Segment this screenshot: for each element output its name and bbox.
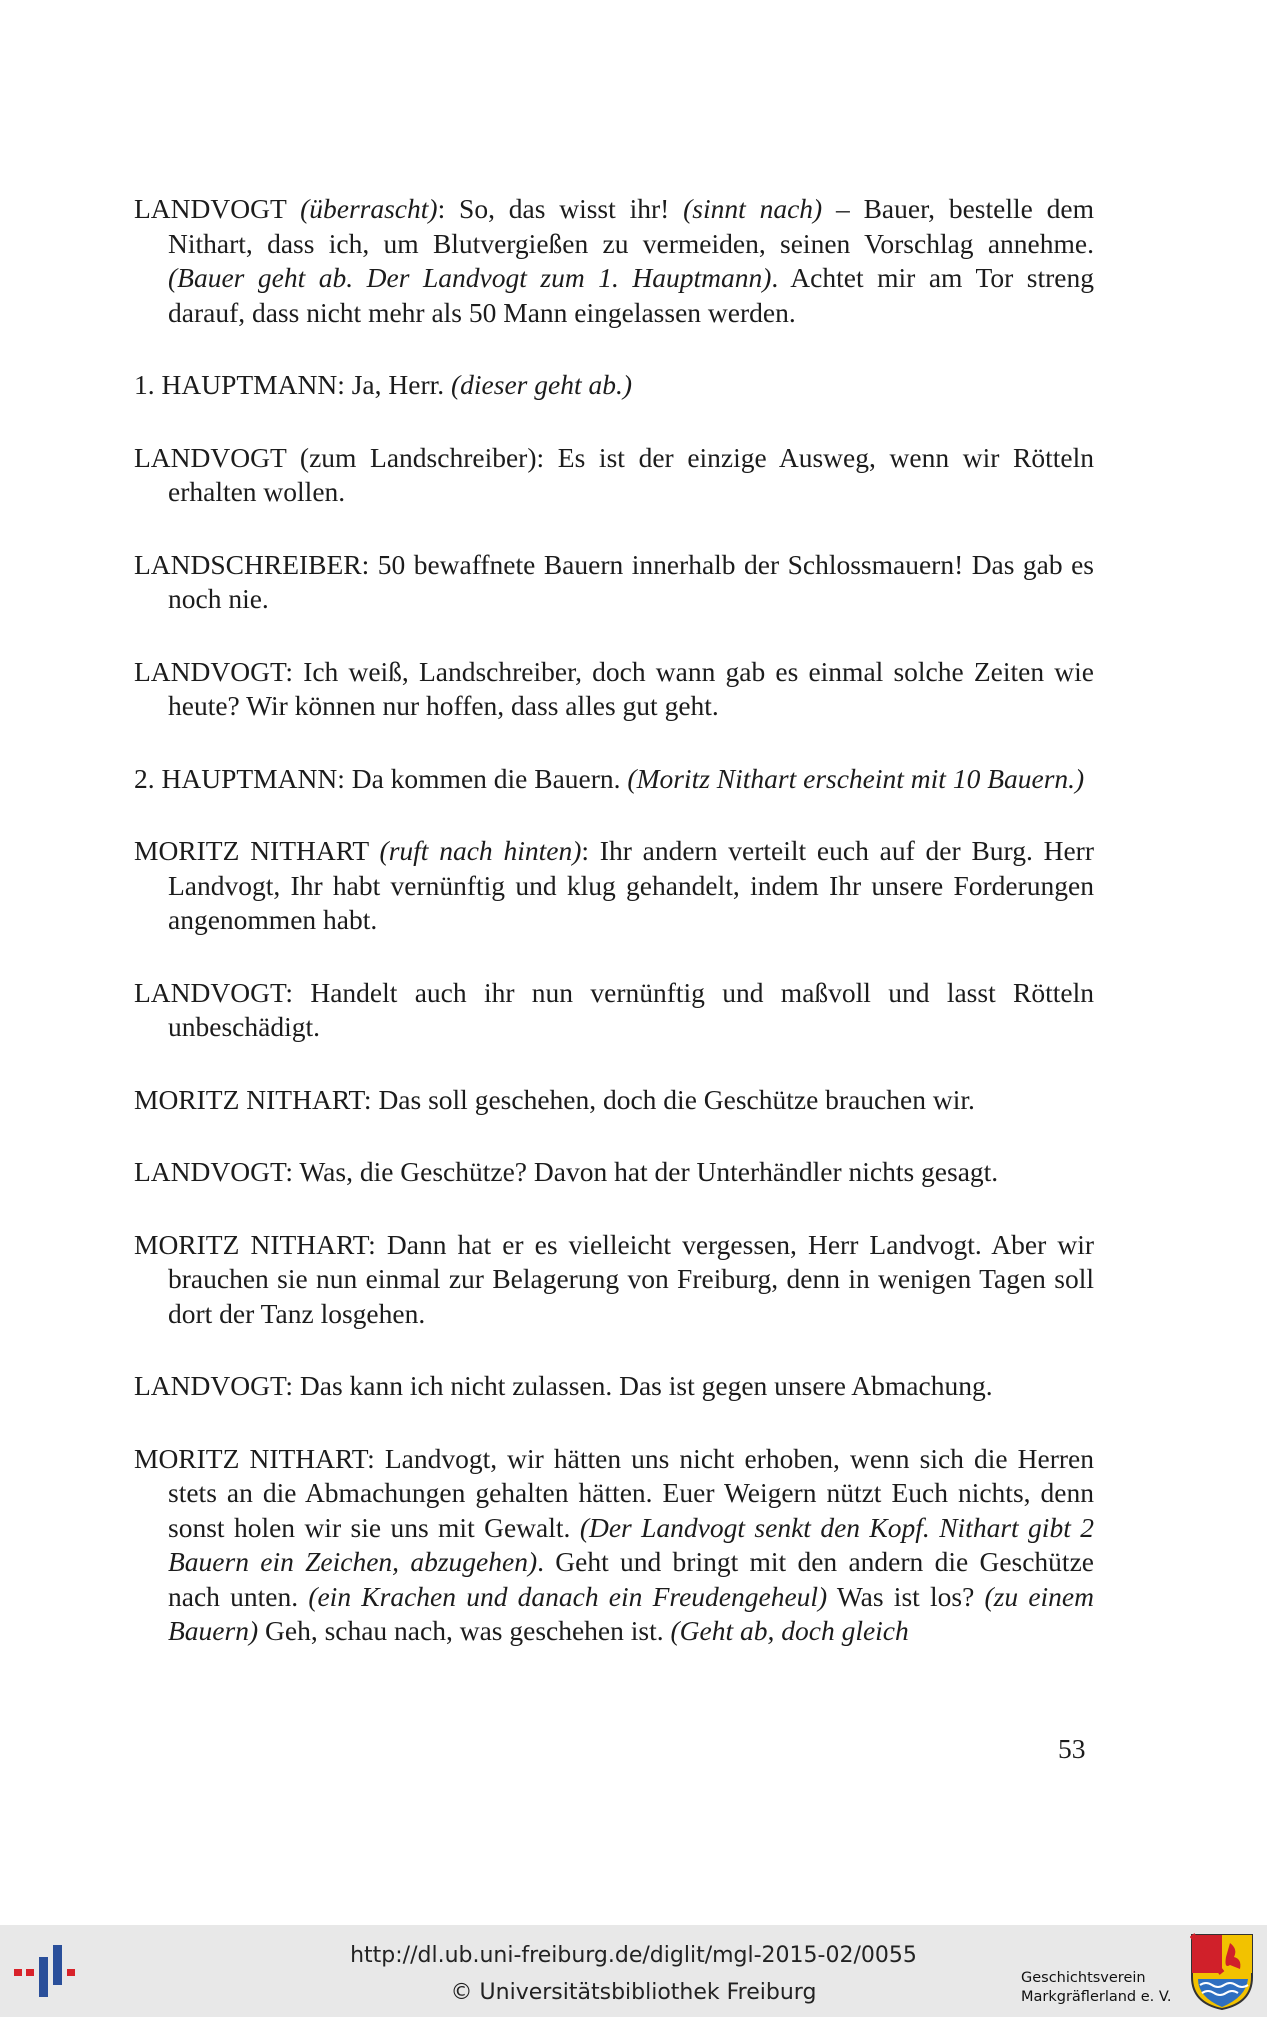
dialogue-paragraph bbox=[134, 762, 1094, 797]
dialogue-text: 1. HAUPTMANN: Ja, Herr. bbox=[134, 369, 451, 400]
footer-bar bbox=[0, 1925, 1267, 2017]
dialogue-paragraph bbox=[134, 655, 1094, 724]
dialogue-paragraph bbox=[134, 834, 1094, 938]
dialogue-text: MORITZ NITHART: Landvogt, wir hätten uns nicht erhoben, wenn sich die Herren stets an die Abmachungen gehalten hätten. Euer Weigern nützt Euch nichts, denn sonst holen wir sie uns mit Gewalt. bbox=[134, 1442, 1094, 1543]
stage-direction: (zu einem Bauern) bbox=[168, 1580, 1094, 1646]
dialogue-paragraph bbox=[134, 192, 1094, 330]
dialogue-text: LANDVOGT (zum Landschreiber): Es ist der einzige Ausweg, wenn wir Rötteln erhalten wollen. bbox=[134, 441, 1094, 507]
stage-direction: (überrascht) bbox=[300, 193, 438, 224]
dialogue-text: LANDVOGT: Das kann ich nicht zulassen. Das ist gegen unsere Abmachung. bbox=[134, 1370, 993, 1401]
dialogue-text: Geh, schau nach, was geschehen ist. bbox=[258, 1615, 671, 1646]
page-number: 53 bbox=[1058, 1733, 1086, 1764]
dialogue-text: – Bauer, bestelle dem Nithart, dass ich, um Blutvergießen zu vermeiden, seinen Vorschlag annehme. bbox=[168, 193, 1094, 259]
org-name-line1: Geschichtsverein bbox=[1021, 1970, 1146, 1986]
dialogue-text: : So, das wisst ihr! bbox=[437, 193, 684, 224]
stage-direction: (Geht ab, doch gleich bbox=[670, 1615, 909, 1646]
dialogue-text: LANDVOGT: Was, die Geschütze? Davon hat der Unterhändler nichts gesagt. bbox=[134, 1156, 999, 1187]
stage-direction: (Bauer geht ab. Der Landvogt zum 1. Hauptmann) bbox=[168, 262, 772, 293]
dialogue-text: LANDSCHREIBER: 50 bewaffnete Bauern innerhalb der Schlossmauern! Das gab es noch nie. bbox=[134, 548, 1094, 614]
stage-direction: (Moritz Nithart erscheint mit 10 Bauern.) bbox=[627, 762, 1085, 794]
dialogue-paragraph bbox=[134, 1442, 1094, 1649]
dialogue-paragraph bbox=[134, 1155, 1094, 1190]
dialogue-paragraph bbox=[134, 976, 1094, 1045]
dialogue-paragraph bbox=[134, 1369, 1094, 1404]
dialogue-paragraph bbox=[134, 548, 1094, 617]
dialogue-paragraph bbox=[134, 1083, 1094, 1118]
dialogue-paragraph bbox=[134, 1228, 1094, 1332]
org-name-line2: Markgräflerland e. V. bbox=[1021, 1989, 1172, 2005]
coat-of-arms-icon bbox=[1190, 1933, 1254, 2011]
dialogue-text: Was ist los? bbox=[827, 1580, 985, 1612]
stage-direction: (dieser geht ab.) bbox=[451, 369, 632, 400]
stage-direction: (ein Krachen und danach ein Freudengeheul) bbox=[308, 1580, 828, 1612]
dialogue-paragraph bbox=[134, 368, 1094, 403]
stage-direction: (ruft nach hinten) bbox=[379, 835, 582, 866]
dialogue-text: : Ihr andern verteilt euch auf der Burg. Herr Landvogt, Ihr habt vernünftig und klug gehandelt, indem Ihr unsere Forderungen angenommen habt. bbox=[168, 835, 1094, 935]
play-text bbox=[134, 192, 1094, 1649]
org-name bbox=[1021, 1969, 1172, 2007]
dialogue-text: MORITZ NITHART: Das soll geschehen, doch die Geschütze brauchen wir. bbox=[134, 1083, 975, 1115]
dialogue-text: MORITZ NITHART bbox=[134, 835, 380, 866]
dialogue-paragraph bbox=[134, 441, 1094, 510]
dialogue-text: 2. HAUPTMANN: Da kommen die Bauern. bbox=[134, 762, 628, 794]
stage-direction: (sinnt nach) bbox=[683, 193, 823, 224]
dialogue-text: LANDVOGT: Ich weiß, Landschreiber, doch wann gab es einmal solche Zeiten wie heute? Wir können nur hoffen, dass alles gut geht. bbox=[134, 655, 1094, 721]
footer-copyright: © Universitätsbibliothek Freiburg bbox=[450, 1980, 817, 2005]
stage-direction: (Der Landvogt senkt den Kopf. Nithart gibt 2 Bauern ein Zeichen, abzugehen) bbox=[168, 1511, 1094, 1577]
dialogue-text: LANDVOGT bbox=[134, 193, 301, 224]
footer-url[interactable]: http://dl.ub.uni-freiburg.de/diglit/mgl-2015-02/0055 bbox=[350, 1943, 917, 1968]
dialogue-text: MORITZ NITHART: Dann hat er es vielleicht vergessen, Herr Landvogt. Aber wir brauchen sie nun einmal zur Belagerung von Freiburg, denn in wenigen Tagen soll dort der Tanz losgehen. bbox=[134, 1228, 1094, 1329]
dialogue-text: . Geht und bringt mit den andern die Geschütze nach unten. bbox=[168, 1546, 1094, 1612]
dialogue-text: . Achtet mir am Tor streng darauf, dass nicht mehr als 50 Mann eingelassen werden. bbox=[168, 262, 1094, 328]
dialogue-text: LANDVOGT: Handelt auch ihr nun vernünftig und maßvoll und lasst Rötteln unbeschädigt. bbox=[134, 976, 1094, 1042]
